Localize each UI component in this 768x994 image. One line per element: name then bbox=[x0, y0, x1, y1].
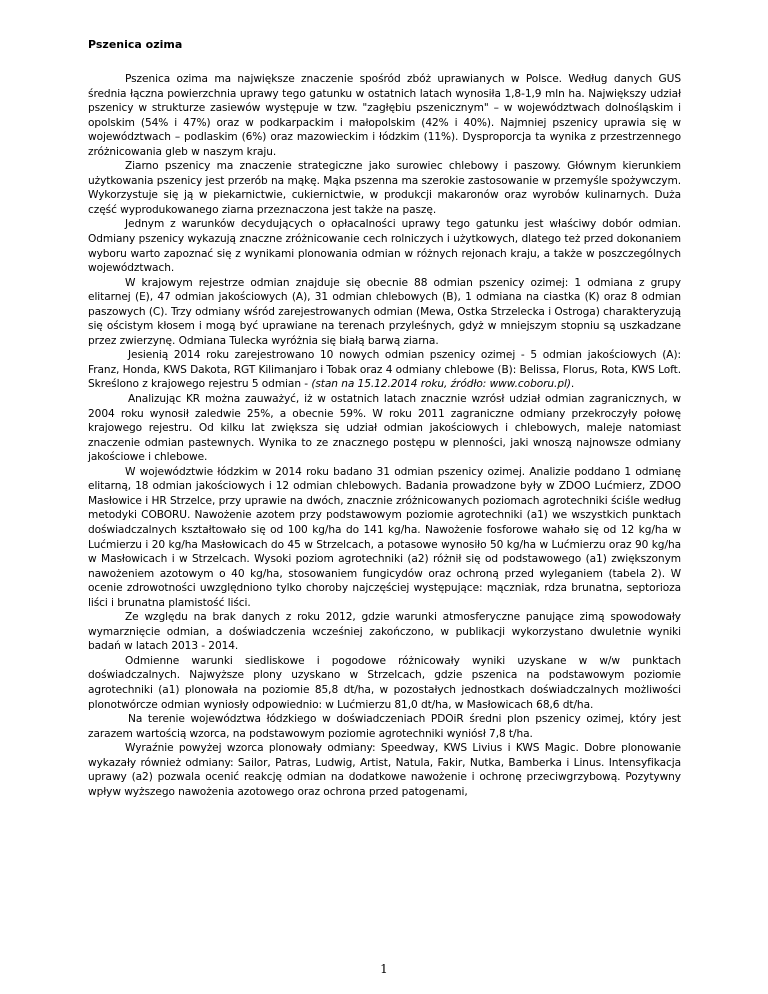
paragraph-5-text: Jesienią 2014 roku zarejestrowano 10 nowych odmian pszenicy ozimej - 5 odmian jakościowych (A): Franz, Honda, KWS Dakota, RGT Kilimanjaro i Tobak oraz 4 odmiany chlebowe (B): Belissa, Florus, Rota, KWS Loft. Skreślono z krajowego rejestru 5 odmian - bbox=[88, 349, 681, 391]
paragraph-6: Analizując KR można zauważyć, iż w ostatnich latach znacznie wzrósł udział odmian zagranicznych, w 2004 roku wynosił zaledwie 25%, a obecnie 59%. W roku 2011 zagraniczne odmiany przekroczyły połowę krajowego rejestru. Od kilku lat zwiększa się udział odmian jakościowych i chlebowych, maleje natomiast znaczenie odmian pastewnych. Wynika to ze znacznego postępu w plenności, jaki wnoszą najnowsze odmiany jakościowe i chlebowe. bbox=[88, 393, 681, 464]
paragraph-11: Wyraźnie powyżej wzorca plonowały odmiany: Speedway, KWS Livius i KWS Magic. Dobre plonowanie wykazały również odmiany: Sailor, Patras, Ludwig, Artist, Natula, Fakir, Nutka, Bamberka i Linus. Intensyfikacja uprawy (a2) pozwala ocenić reakcję odmian na dodatkowe nawożenie i ochronę przeciwgrzybową. Pozytywny wpływ wyższego nawożenia azotowego oraz ochrona przed patogenami, bbox=[88, 742, 681, 798]
paragraph-2: Ziarno pszenicy ma znaczenie strategiczne jako surowiec chlebowy i paszowy. Głównym kierunkiem użytkowania pszenicy jest przerób na mąkę. Mąka pszenna ma szerokie zastosowanie w przemyśle spożywczym. Wykorzystuje się ją w piekarnictwie, cukiernictwie, w produkcji makaronów oraz wyrobów kulinarnych. Duża część wyprodukowanego ziarna przeznaczona jest także na paszę. bbox=[88, 160, 681, 216]
paragraph-3: Jednym z warunków decydujących o opłacalności uprawy tego gatunku jest właściwy dobór odmian. Odmiany pszenicy wykazują znaczne zróżnicowanie cech rolniczych i użytkowych, dlatego też przed dokonaniem wyboru warto zapoznać się z wynikami plonowania odmian w różnych rejonach kraju, a także w poszczególnych województwach. bbox=[88, 218, 681, 275]
paragraph-9: Odmienne warunki siedliskowe i pogodowe różnicowały wyniki uzyskane w w/w punktach doświadczalnych. Najwyższe plony uzyskano w Strzelcach, gdzie pszenica na podstawowym poziomie agrotechniki (a1) plonowała na poziomie 85,8 dt/ha, w pozostałych jednostkach doświadczalnych możliwości plonotwórcze odmian wyniosły odpowiednio: w Lućmierzu 81,0 dt/ha, w Masłowicach 68,6 dt/ha. bbox=[88, 654, 681, 711]
paragraph-4: W krajowym rejestrze odmian znajduje się obecnie 88 odmian pszenicy ozimej: 1 odmiana z grupy elitarnej (E), 47 odmian jakościowych (A), 31 odmian chlebowych (B), 1 odmiana na ciastka (K) oraz 8 odmian paszowych (C). Trzy odmiany wśród zarejestrowanych odmian (Mewa, Ostka Strzelecka i Ostroga) charakteryzują się ościstym kłosem i mogą być uprawiane na terenach przyleśnych, gdyż w mniejszym stopniu są uszkadzane przez zwierzynę. Odmiana Tulecka wyróżnia się białą barwą ziarna. bbox=[88, 276, 681, 347]
page-number: 1 bbox=[380, 962, 388, 976]
paragraph-7: W województwie łódzkim w 2014 roku badano 31 odmian pszenicy ozimej. Analizie poddano 1 odmianę elitarną, 18 odmian jakościowych i 12 odmian chlebowych. Badania prowadzone były w ZDOO Lućmierz, ZDOO Masłowice i HR Strzelce, przy uprawie na dwóch, znacznie zróżnicowanych poziomach agrotechniki ściśle według metodyki COBORU. Nawożenie azotem przy podstawowym poziomie agrotechniki (a1) we wszystkich punktach doświadczalnych kształtowało się od 100 kg/ha do 141 kg/ha. Nawożenie fosforowe wahało się od 12 kg/ha w Lućmierzu i 20 kg/ha Masłowicach do 45 w Strzelcach, a potasowe wynosiło 50 kg/ha w Lućmierzu oraz 90 kg/ha w Masłowicach i w Strzelcach. Wysoki poziom agrotechniki (a2) różnił się od podstawowego (a1) zwiększonym nawożeniem azotowym o 40 kg/ha, stosowaniem fungicydów oraz ochroną przed wyleganiem (tabela 2). W ocenie zdrowotności uwzględniono tylko choroby najczęściej występujące: mączniak, rdza brunatna, septorioza liści i brunatna plamistość liści. bbox=[88, 465, 681, 609]
paragraph-8: Ze względu na brak danych z roku 2012, gdzie warunki atmosferyczne panujące zimą spowodowały wymarznięcie odmian, a doświadczenia wcześniej zakończono, w publikacji wykorzystano dwuletnie wyniki badań w latach 2013 - 2014. bbox=[88, 611, 681, 653]
paragraph-1: Pszenica ozima ma największe znaczenie spośród zbóż uprawianych w Polsce. Według danych GUS średnia łączna powierzchnia uprawy tego gatunku w ostatnich latach wynosiła 1,8-1,9 mln ha. Największy udział pszenicy w strukturze zasiewów występuje w tzw. "zagłębiu pszenicznym" – w województwach dolnośląskim i opolskim (54% i 47%) oraz w podkarpackim i małopolskim (42% i 40%). Najmniej pszenicy uprawia się w województwach – podlaskim (6%) oraz mazowieckim i łódzkim (11%). Dysproporcja ta wynika z przestrzennego zróżnicowania gleb w naszym kraju. bbox=[88, 73, 681, 158]
paragraph-5-end: . bbox=[570, 378, 575, 391]
paragraph-5 bbox=[88, 348, 681, 392]
section-title: Pszenica ozima bbox=[88, 38, 183, 51]
source-note: (stan na 15.12.2014 roku, źródło: www.coboru.pl) bbox=[311, 378, 571, 391]
document-page bbox=[88, 38, 681, 799]
paragraph-10: Na terenie województwa łódzkiego w doświadczeniach PDOiR średni plon pszenicy ozimej, który jest zarazem wartością wzorca, na podstawowym poziomie agrotechniki wyniósł 7,8 t/ha. bbox=[88, 713, 681, 740]
